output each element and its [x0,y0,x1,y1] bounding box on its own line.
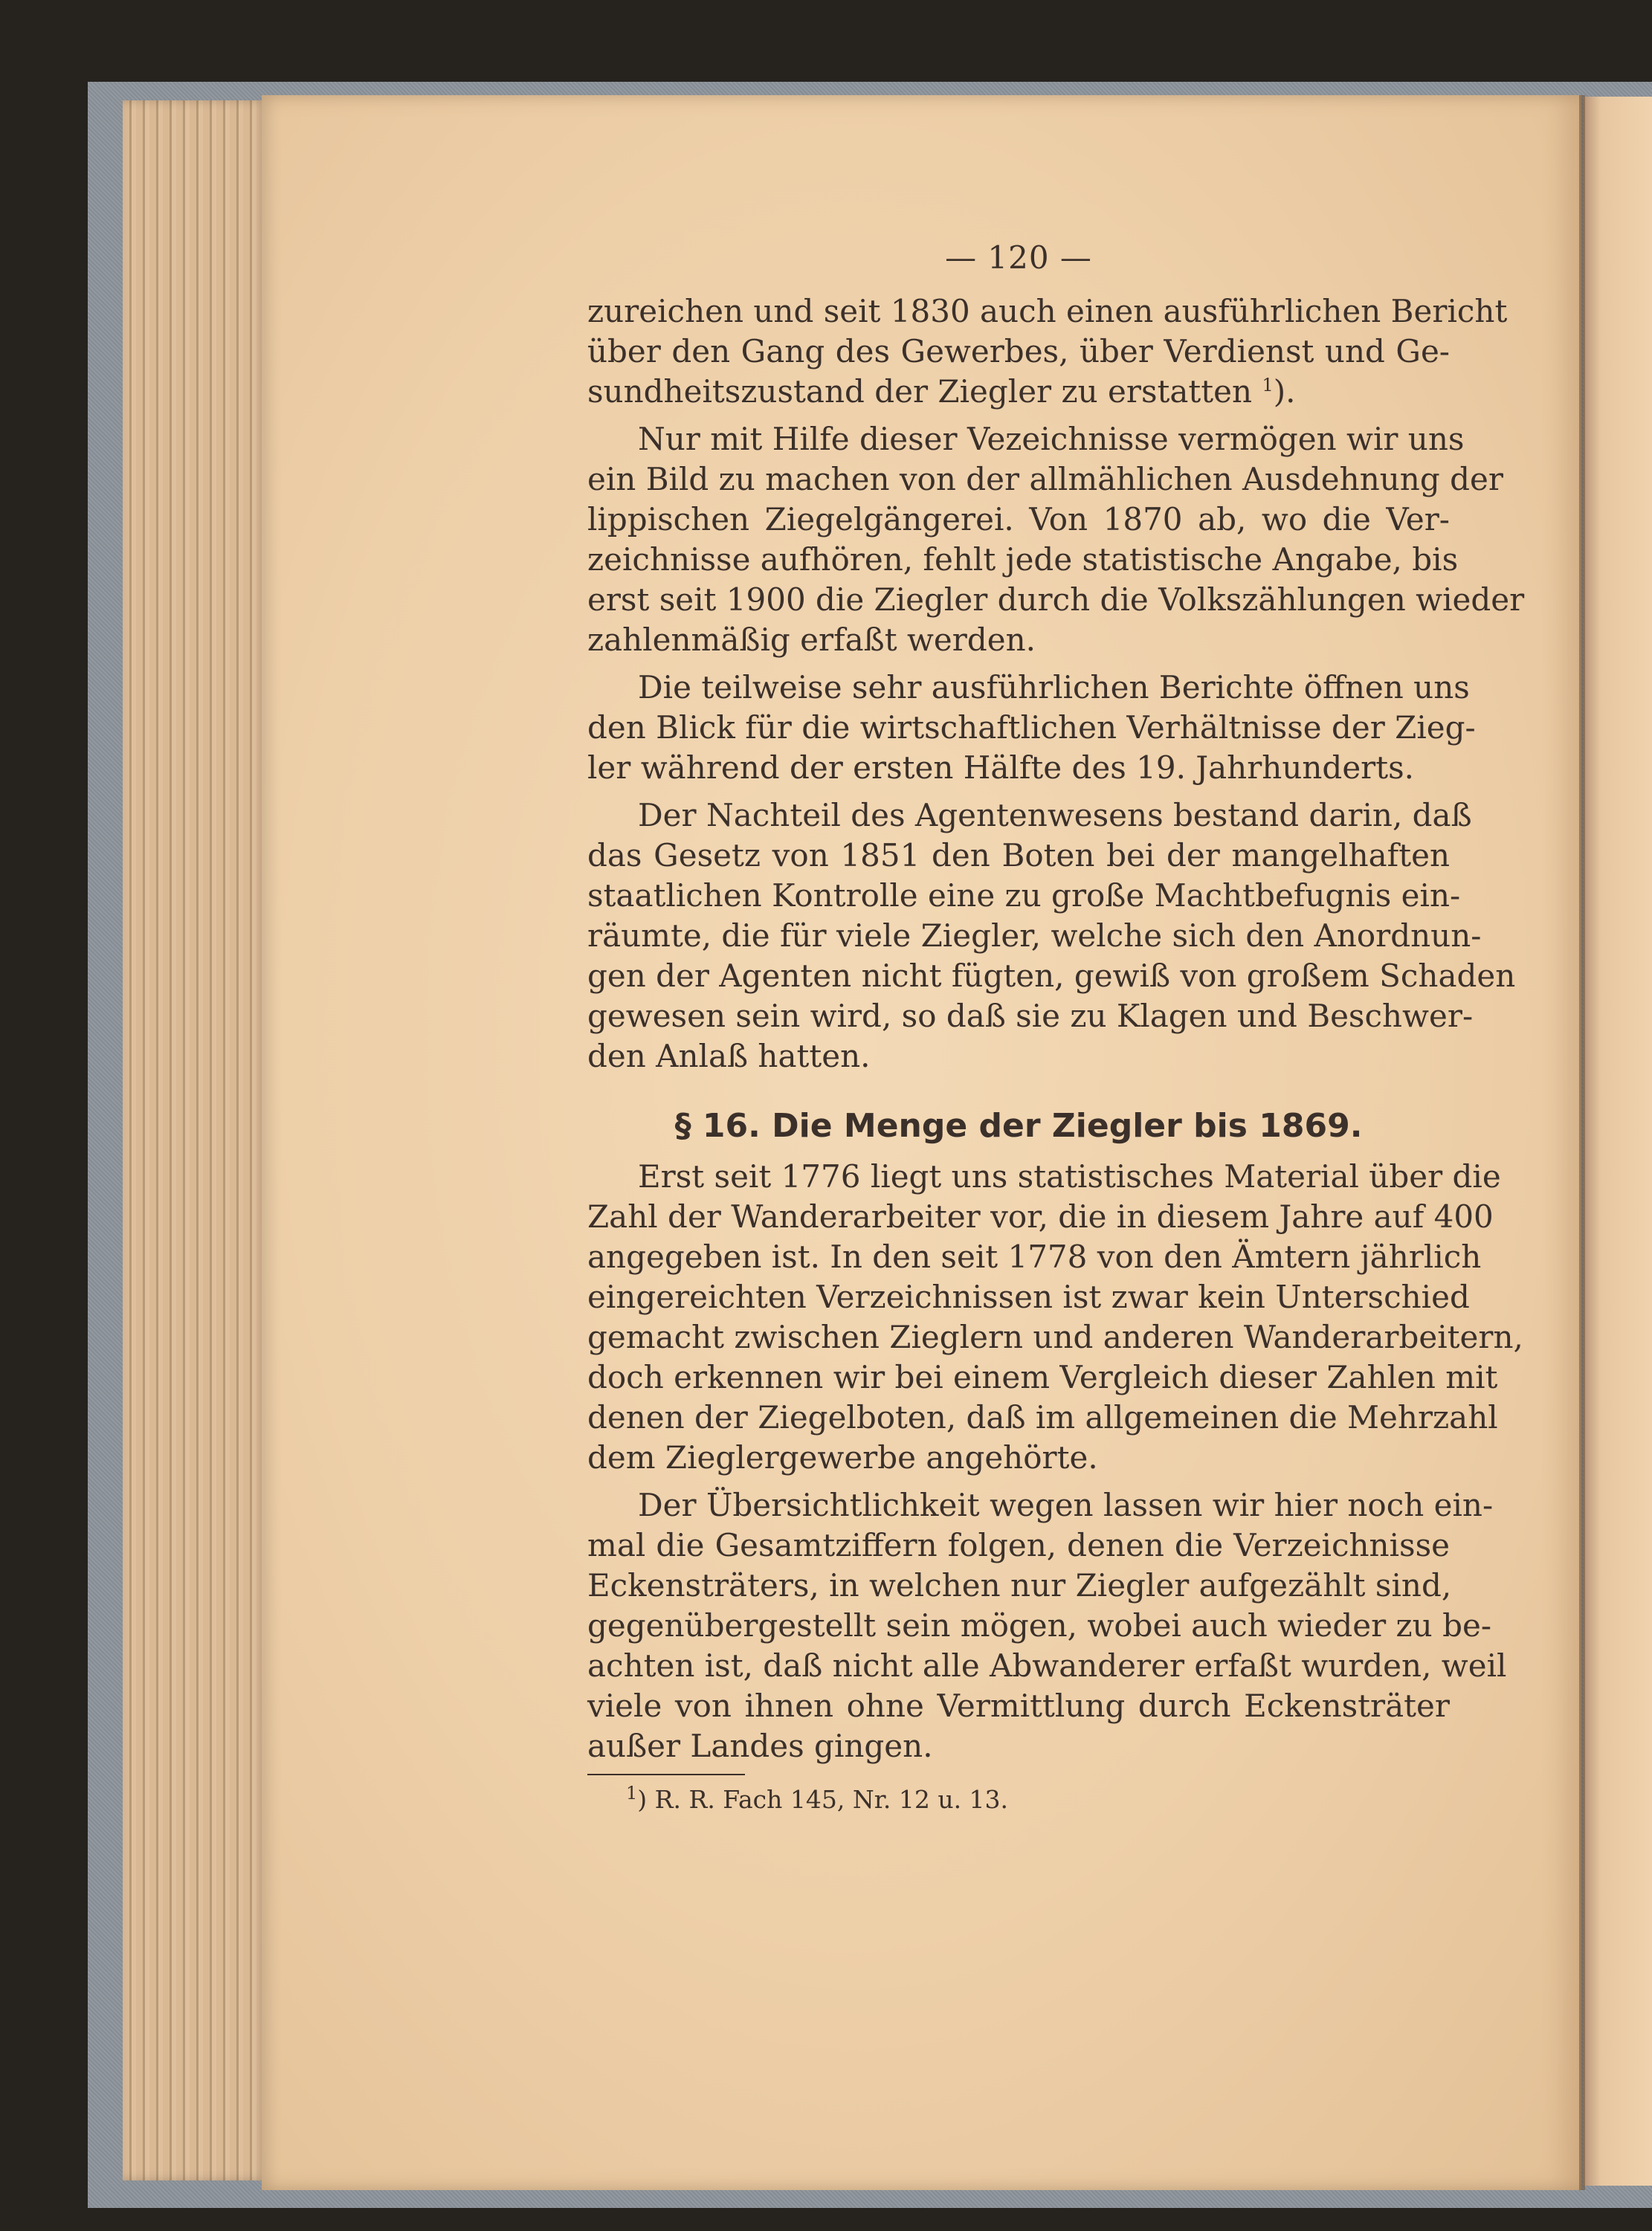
paragraph-3 [587,668,1476,788]
footnote-text: R. R. Fach 145, Nr. 12 u. 13. [654,1785,1009,1814]
text-line: das Gesetz von 1851 den Boten bei der mangelhaften [587,837,1450,874]
text-line: eingereichten Verzeichnissen ist zwar kein Unterschied [587,1279,1470,1315]
text-line: außer Landes gingen. [587,1728,933,1764]
text-line: Der Übersichtlichkeit wegen lassen wir hier noch ein- [638,1487,1494,1523]
text-line: Zahl der Wanderarbeiter vor, die in diesem Jahre auf 400 [587,1198,1494,1235]
text-line-content: sundheitszustand der Ziegler zu erstatten [587,373,1253,410]
text-line-suffix: ). [1273,373,1296,410]
text-line: angegeben ist. In den seit 1778 von den Ämtern jährlich [587,1239,1482,1275]
text-line: ler während der ersten Hälfte des 19. Jahrhunderts. [587,749,1415,786]
footnote-marker: 1 [626,1783,638,1804]
text-line: erst seit 1900 die Ziegler durch die Volkszählungen wieder [587,581,1525,618]
page-number: — 120 — [945,239,1092,276]
facing-page-edge [1584,97,1652,2186]
text-line [587,372,1450,412]
paragraph-2 [587,419,1525,660]
page-edges [123,100,268,2180]
text-line: mal die Gesamtziffern folgen, denen die Verzeichnisse [587,1527,1450,1563]
text-line: achten ist, daß nicht alle Abwanderer erfaßt wurden, weil [587,1647,1507,1684]
text-line: lippischen Ziegelgängerei. Von 1870 ab, wo die Ver- [587,501,1450,537]
text-line: staatlichen Kontrolle eine zu große Machtbefugnis ein- [587,877,1461,914]
text-line: viele von ihnen ohne Vermittlung durch Eckensträter [587,1688,1450,1724]
paragraph-1 [587,291,1508,412]
text-line: dem Zieglergewerbe angehörte. [587,1439,1098,1476]
text-line: zureichen und seit 1830 auch einen ausführlichen Bericht [587,293,1508,329]
text-line: Der Nachteil des Agentenwesens bestand darin, daß [638,797,1472,833]
binding-gutter [1579,95,1585,2190]
footnote-ref: 1 [1262,375,1274,395]
text-line: Erst seit 1776 liegt uns statistisches Material über die [638,1158,1501,1195]
text-line: denen der Ziegelboten, daß im allgemeinen die Mehrzahl [587,1399,1498,1436]
text-line: den Anlaß hatten. [587,1038,871,1074]
paragraph-6 [587,1485,1507,1766]
text-line: räumte, die für viele Ziegler, welche sich den Anordnun- [587,917,1482,954]
page-text [587,238,1525,1815]
footnote [587,1784,1450,1815]
footnote-paren: ) [637,1785,648,1814]
text-line: Die teilweise sehr ausführlichen Berichte öffnen uns [638,669,1470,706]
paragraph-5 [587,1157,1523,1478]
text-line: Nur mit Hilfe dieser Vezeichnisse vermögen wir uns [638,421,1465,457]
text-line: gemacht zwischen Zieglern und anderen Wanderarbeitern, [587,1319,1523,1355]
paragraph-4 [587,795,1516,1076]
text-line: gegenübergestellt sein mögen, wobei auch wieder zu be- [587,1607,1492,1644]
text-line: den Blick für die wirtschaftlichen Verhältnisse der Zieg- [587,709,1476,746]
text-line: doch erkennen wir bei einem Vergleich dieser Zahlen mit [587,1359,1498,1395]
text-line: Eckensträters, in welchen nur Ziegler aufgezählt sind, [587,1567,1452,1604]
text-line: zahlenmäßig erfaßt werden. [587,621,1036,658]
footnote-divider [587,1774,745,1775]
text-line: gen der Agenten nicht fügten, gewiß von großem Schaden [587,958,1516,994]
text-line: zeichnisse aufhören, fehlt jede statistische Angabe, bis [587,541,1459,578]
text-line: gewesen sein wird, so daß sie zu Klagen und Beschwer- [587,998,1474,1034]
text-line: über den Gang des Gewerbes, über Verdienst und Ge- [587,333,1450,369]
text-line: ein Bild zu machen von der allmählichen Ausdehnung der [587,461,1503,497]
section-heading: § 16. Die Menge der Ziegler bis 1869. [674,1107,1363,1145]
